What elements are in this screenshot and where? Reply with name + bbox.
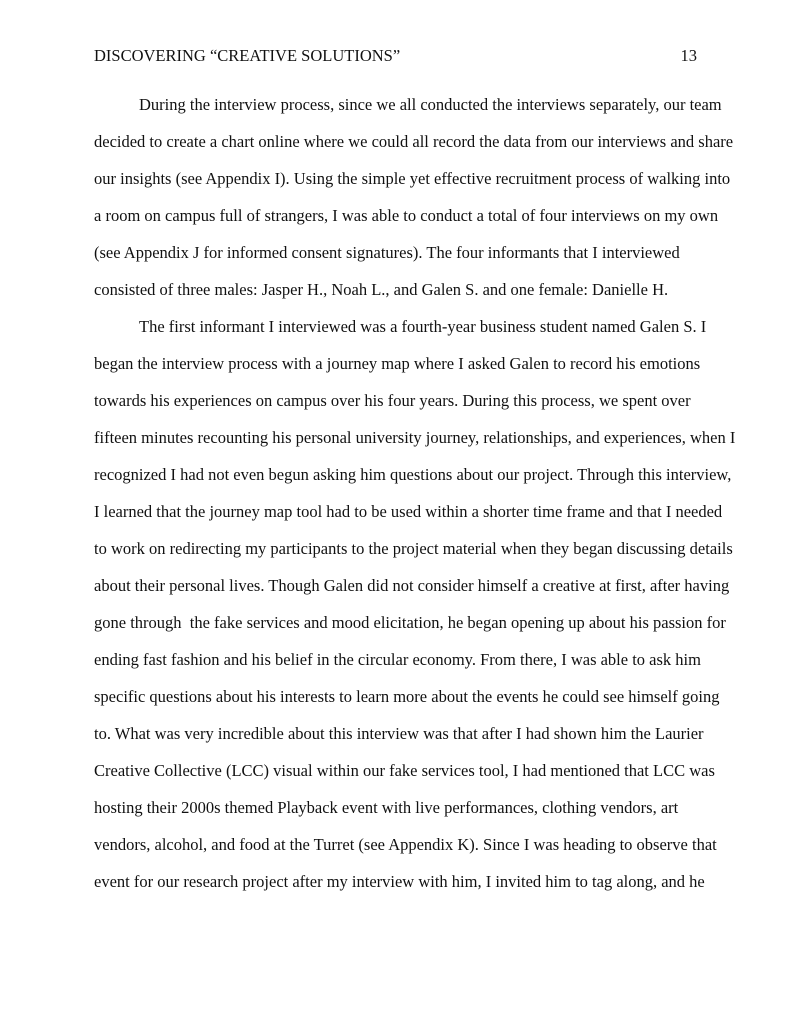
text-line: began the interview process with a journey map where I asked Galen to record his emotions — [94, 354, 701, 373]
page-header — [94, 46, 697, 66]
text-line: consisted of three males: Jasper H., Noah L., and Galen S. and one female: Danielle H. — [94, 280, 669, 299]
text-line: recognized I had not even begun asking him questions about our project. Through this interview, — [94, 465, 732, 484]
text-line: ending fast fashion and his belief in the circular economy. From there, I was able to ask him — [94, 650, 701, 669]
page-number: 13 — [680, 46, 697, 65]
text-line: our insights (see Appendix I). Using the simple yet effective recruitment process of walking into — [94, 169, 731, 188]
text-line: specific questions about his interests to learn more about the events he could see himself going — [94, 687, 720, 706]
text-line: Creative Collective (LCC) visual within our fake services tool, I had mentioned that LCC was — [94, 761, 715, 780]
text-line: I learned that the journey map tool had to be used within a shorter time frame and that I needed — [94, 502, 723, 521]
text-line: fifteen minutes recounting his personal university journey, relationships, and experiences, when I — [94, 428, 736, 447]
text-line: The first informant I interviewed was a fourth-year business student named Galen S. I — [139, 317, 707, 336]
text-line: towards his experiences on campus over his four years. During this process, we spent over — [94, 391, 691, 410]
text-line: vendors, alcohol, and food at the Turret (see Appendix K). Since I was heading to observe that — [94, 835, 717, 854]
text-line: (see Appendix J for informed consent signatures). The four informants that I interviewed — [94, 243, 680, 262]
text-line: event for our research project after my interview with him, I invited him to tag along, and he — [94, 872, 705, 891]
text-line: gone through the fake services and mood elicitation, he began opening up about his passion for — [94, 613, 726, 632]
text-line: to work on redirecting my participants to the project material when they began discussing details — [94, 539, 733, 558]
text-line: hosting their 2000s themed Playback event with live performances, clothing vendors, art — [94, 798, 679, 817]
text-line: about their personal lives. Though Galen did not consider himself a creative at first, after having — [94, 576, 730, 595]
text-line: to. What was very incredible about this interview was that after I had shown him the Laurier — [94, 724, 704, 743]
document-body — [94, 86, 734, 900]
text-line: a room on campus full of strangers, I was able to conduct a total of four interviews on my own — [94, 206, 719, 225]
text-line: decided to create a chart online where we could all record the data from our interviews and share — [94, 132, 734, 151]
running-head: DISCOVERING “CREATIVE SOLUTIONS” — [94, 46, 401, 65]
text-line: During the interview process, since we all conducted the interviews separately, our team — [139, 95, 722, 114]
